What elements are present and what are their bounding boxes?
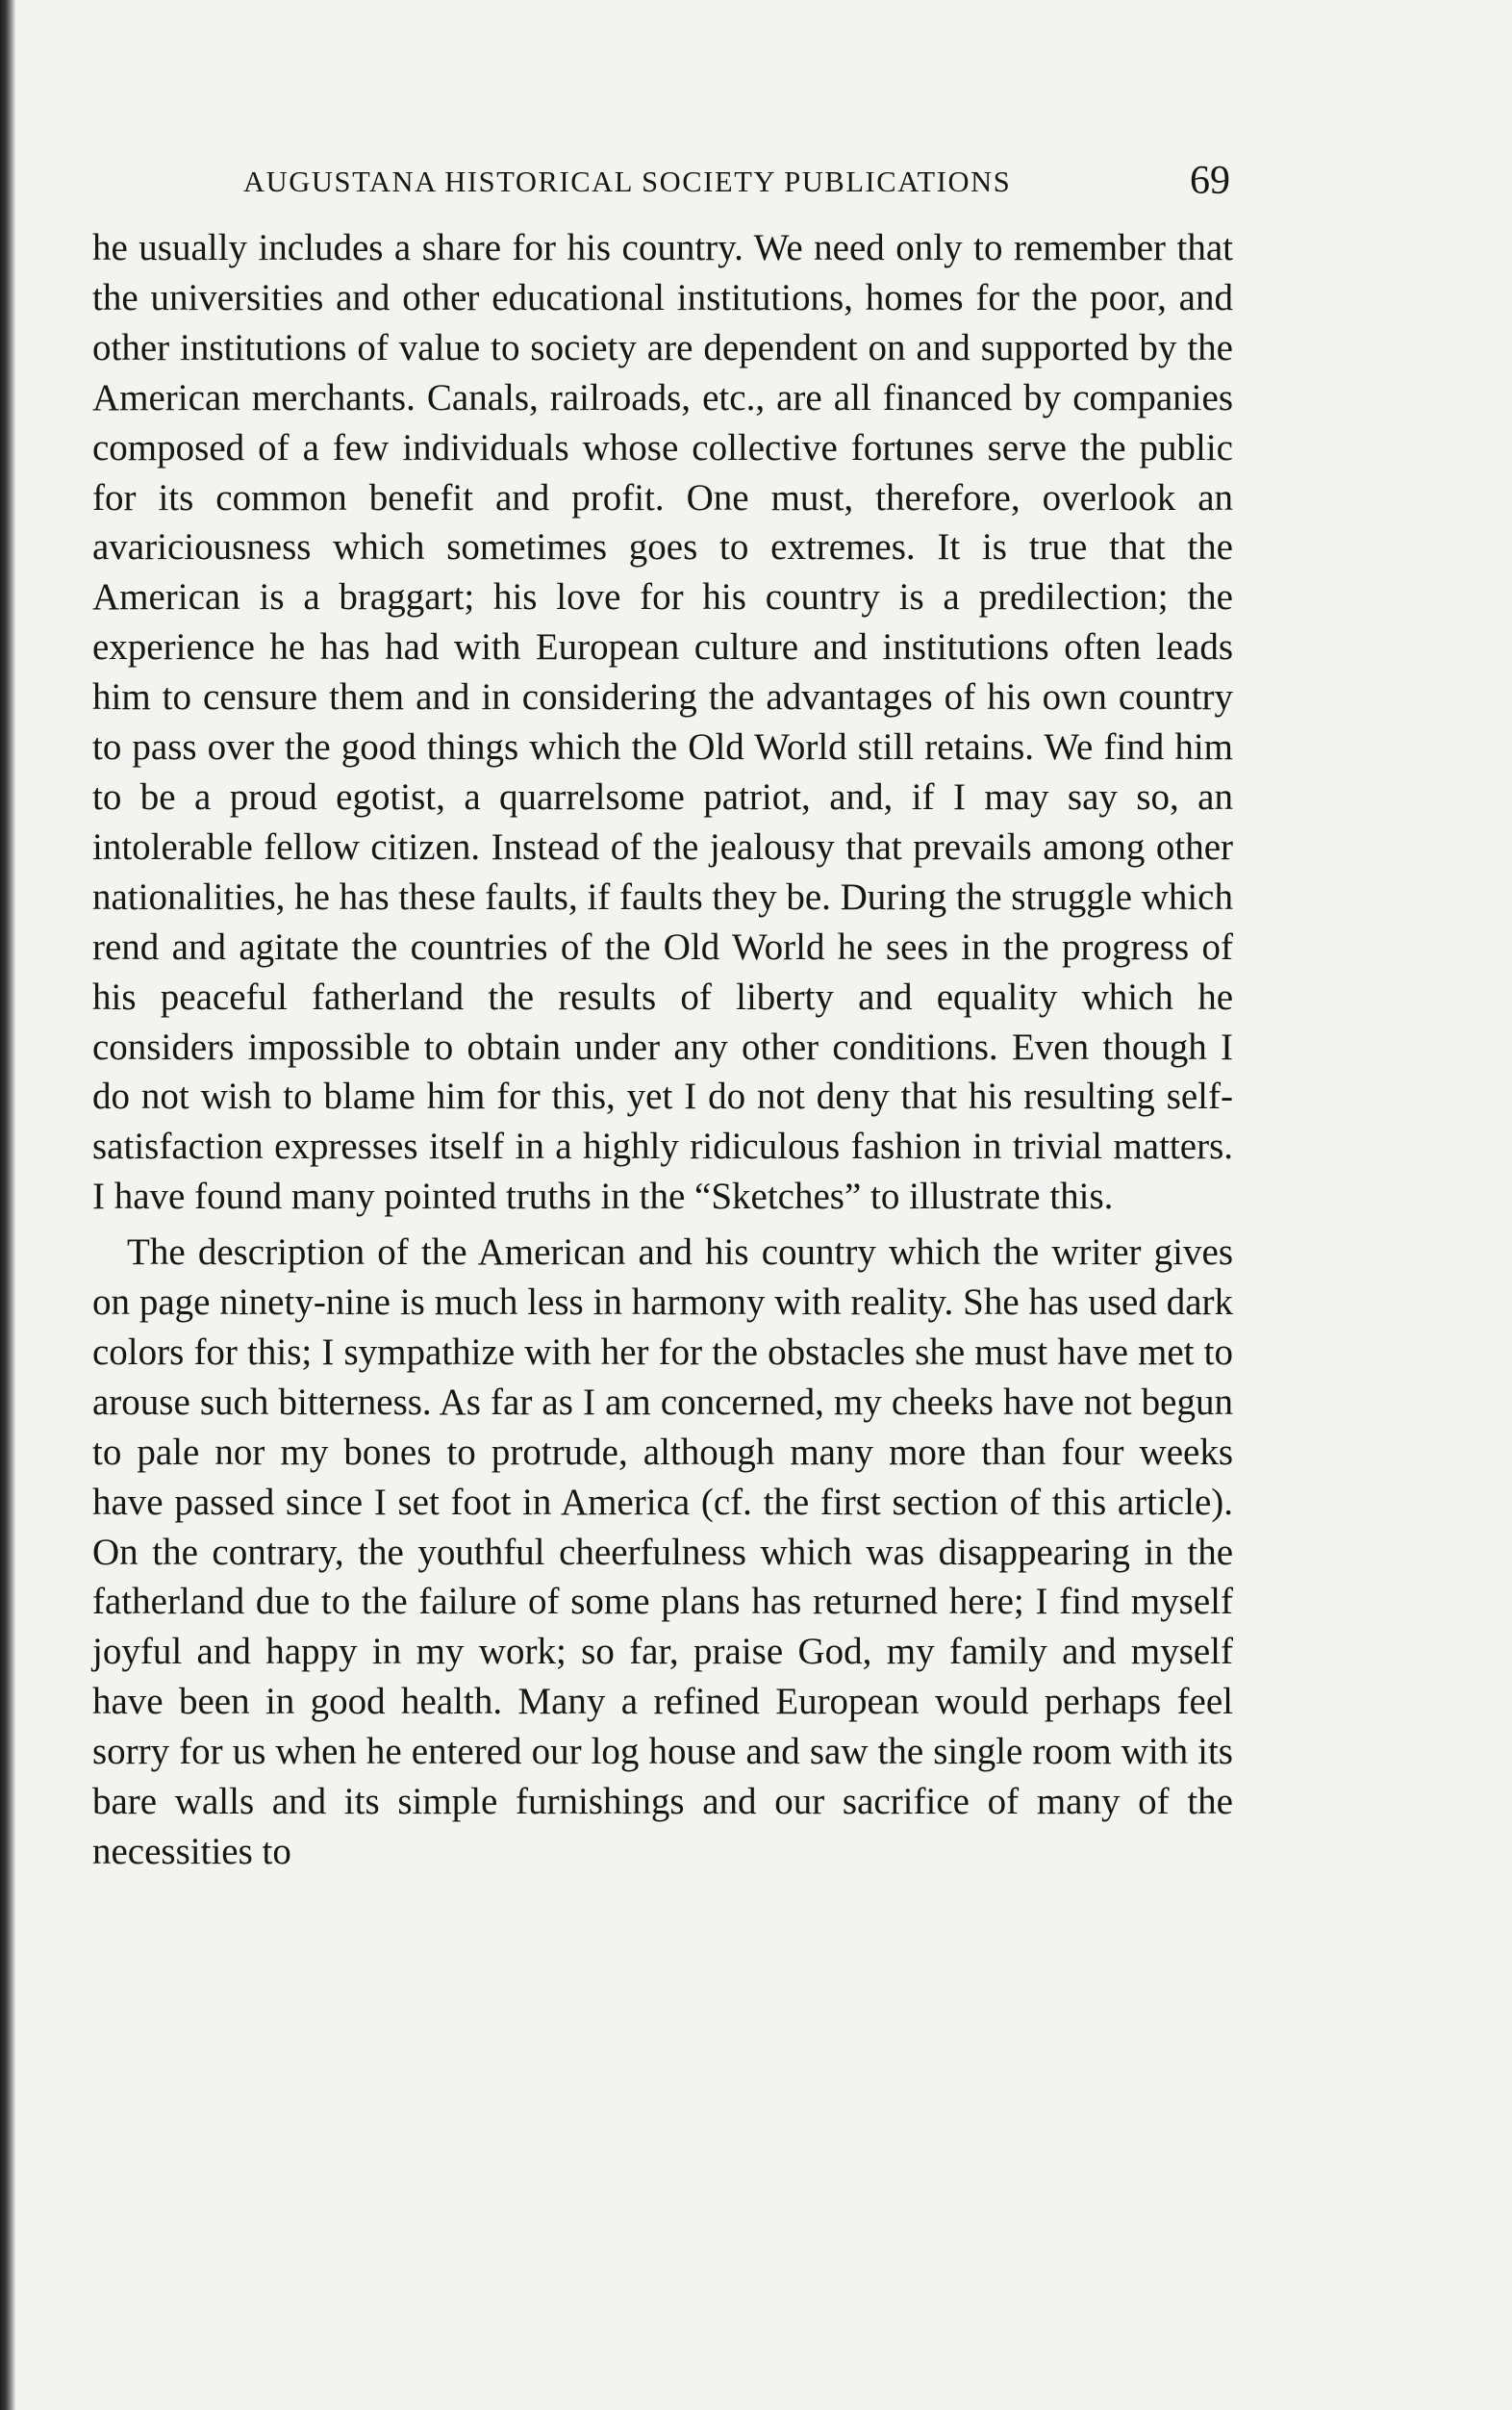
body-text xyxy=(92,223,1233,1877)
running-head: AUGUSTANA HISTORICAL SOCIETY PUBLICATIONS xyxy=(243,165,1012,198)
paragraph-2: The description of the American and his country which the writer gives on page ninety-nine is much less in harmony with reality. She has used dark colors for this; I sympathize with her for the obstacles she must have met to arouse such bitterness. As far as I am concerned, my cheeks have not begun to pale nor my bones to protrude, although many more than four weeks have passed since I set foot in America (cf. the first section of this article). On the contrary, the youthful cheerfulness which was disappearing in the fatherland due to the failure of some plans has returned here; I find myself joyful and happy in my work; so far, praise God, my family and myself have been in good health. Many a refined European would perhaps feel sorry for us when he entered our log house and saw the single room with its bare walls and its simple furnishings and our sacrifice of many of the necessities to xyxy=(92,1231,1233,1872)
page-header xyxy=(0,144,1512,221)
book-spine-shadow xyxy=(0,0,15,2410)
paragraph-1: he usually includes a share for his country. We need only to remember that the universities and other educational institutions, homes for the poor, and other institutions of value to society are dependent on and supported by the American merchants. Canals, railroads, etc., are all financed by companies composed of a few individuals whose collective fortunes serve the public for its common benefit and profit. One must, therefore, overlook an avariciousness which sometimes goes to extremes. It is true that the American is a braggart; his love for his country is a predilection; the experience he has had with European culture and institutions often leads him to censure them and in considering the advantages of his own country to pass over the good things which the Old World still retains. We find him to be a proud egotist, a quarrelsome patriot, and, if I may say so, an intolerable fellow citizen. Instead of the jealousy that prevails among other nationalities, he has these faults, if faults they be. During the struggle which rend and agitate the countries of the Old World he sees in the progress of his peaceful fatherland the results of liberty and equality which he considers impossible to obtain under any other conditions. Even though I do not wish to blame him for this, yet I do not deny that his resulting self-satisfaction expresses itself in a highly ridiculous fashion in trivial matters. I have found many pointed truths in the “Sketches” to illustrate this. xyxy=(92,227,1233,1218)
page-number: 69 xyxy=(1190,159,1230,203)
